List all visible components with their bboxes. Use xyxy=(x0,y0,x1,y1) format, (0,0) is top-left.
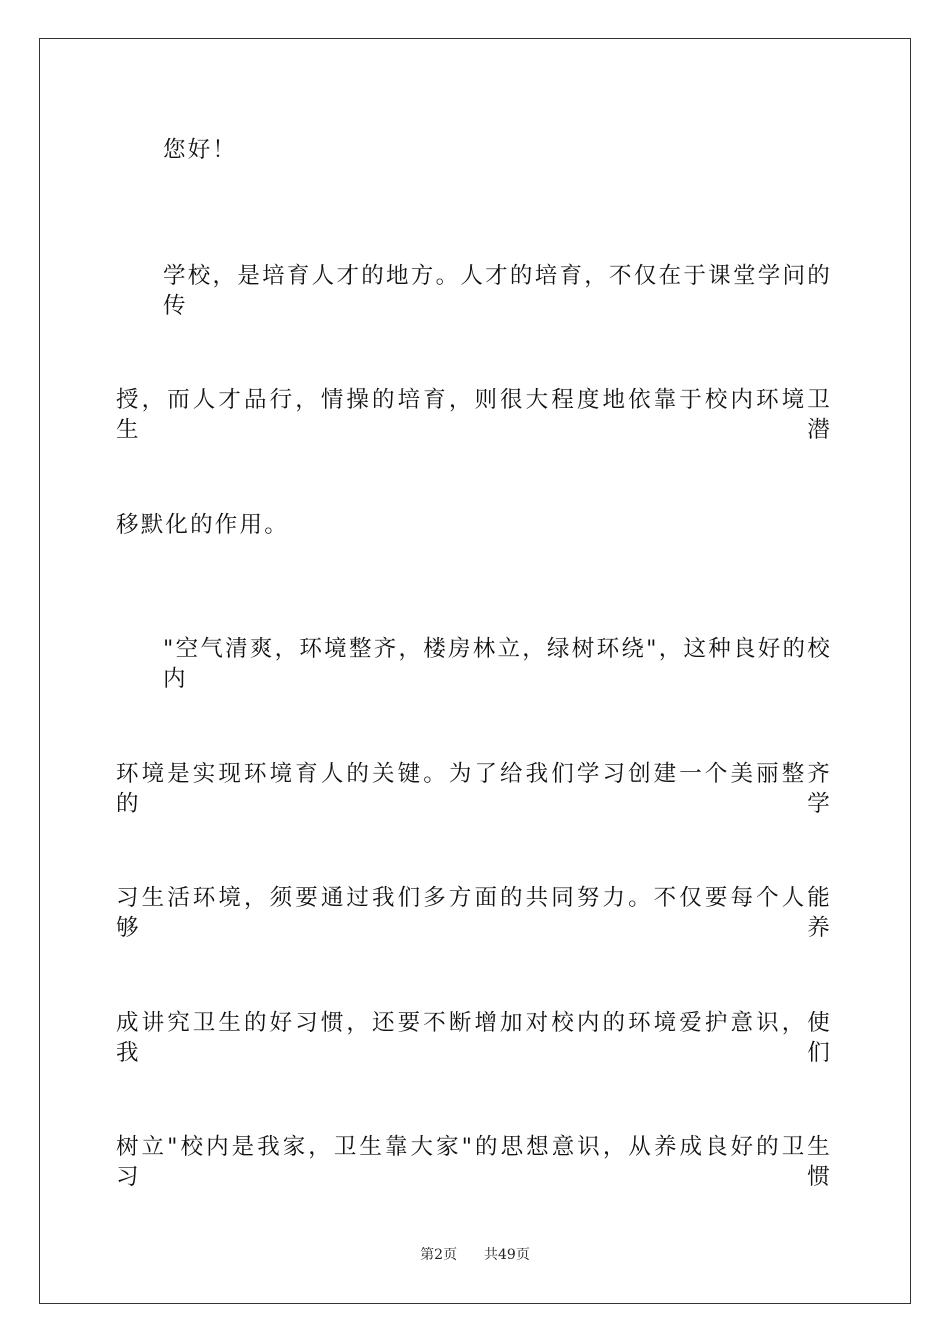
paragraph-2-line-1: "空气清爽，环境整齐，楼房林立，绿树环绕"，这种良好的校内 xyxy=(163,636,832,692)
page-footer xyxy=(0,1245,950,1265)
paragraph-2-line-4: 成讲究卫生的好习惯，还要不断增加对校内的环境爱护意识，使我们 xyxy=(116,1010,832,1066)
paragraph-2-line-5: 树立"校内是我家，卫生靠大家"的思想意识，从养成良好的卫生习惯 xyxy=(116,1134,832,1190)
paragraph-2-line-2: 环境是实现环境育人的关键。为了给我们学习创建一个美丽整齐的学 xyxy=(116,761,832,817)
paragraph-1-line-2: 授，而人才品行，情操的培育，则很大程度地依靠于校内环境卫生潜 xyxy=(116,387,832,443)
total-page-count: 共49页 xyxy=(484,1247,530,1263)
greeting-line: 您好！ xyxy=(163,137,238,163)
paragraph-1-line-1: 学校，是培育人才的地方。人才的培育，不仅在于课堂学问的传 xyxy=(163,263,832,319)
paragraph-1-line-3: 移默化的作用。 xyxy=(116,512,289,538)
current-page-number: 第2页 xyxy=(420,1247,458,1263)
paragraph-2-line-3: 习生活环境，须要通过我们多方面的共同努力。不仅要每个人能够养 xyxy=(116,885,832,941)
